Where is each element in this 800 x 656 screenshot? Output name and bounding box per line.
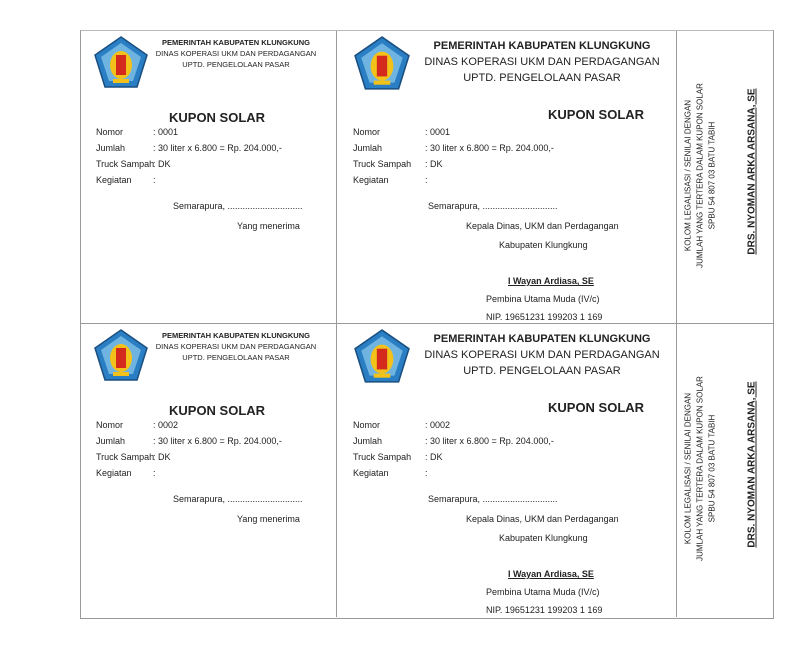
legalization-column (676, 31, 773, 324)
value-jumlah: : 30 liter x 6.800 = Rp. 204.000,- (425, 436, 554, 446)
place-date: Semarapura, .............................. (428, 201, 558, 211)
label-jumlah: Jumlah (96, 143, 126, 153)
receiver-label: Yang menerima (237, 221, 300, 231)
legalization-line-1: KOLOM LEGALISASI / SENILAI DENGAN (683, 392, 693, 545)
label-nomor: Nomor (353, 420, 381, 430)
header-line-3: UPTD. PENGELOLAAN PASAR (182, 353, 290, 362)
klungkung-logo-icon (353, 328, 411, 386)
label-nomor: Nomor (96, 127, 124, 137)
label-nomor: Nomor (353, 127, 381, 137)
coupon-stub (81, 31, 337, 324)
signer-position-1: Kepala Dinas, UKM dan Perdagangan (466, 514, 619, 524)
signer-position-1: Kepala Dinas, UKM dan Perdagangan (466, 221, 619, 231)
value-jumlah: : 30 liter x 6.800 = Rp. 204.000,- (425, 143, 554, 153)
label-jumlah: Jumlah (353, 436, 383, 446)
legalization-line-2: JUMLAH YANG TERTERA DALAM KUPON SOLAR (695, 83, 705, 268)
legalization-line-3: SPBU 54 807 03 BATU TABIH (707, 414, 717, 523)
legalization-line-2: JUMLAH YANG TERTERA DALAM KUPON SOLAR (695, 376, 705, 561)
label-truck: Truck Sampah (353, 452, 412, 462)
place-date: Semarapura, .............................. (173, 201, 303, 211)
signer-rank: Pembina Utama Muda (IV/c) (486, 587, 600, 597)
coupon-title: KUPON SOLAR (169, 403, 266, 418)
header-line-3: UPTD. PENGELOLAAN PASAR (182, 60, 290, 69)
coupon-main (336, 324, 677, 617)
label-truck: Truck Sampah (353, 159, 412, 169)
value-truck: : DK (153, 159, 171, 169)
value-nomor: : 0002 (153, 420, 179, 430)
label-nomor: Nomor (96, 420, 124, 430)
coupon-title: KUPON SOLAR (548, 107, 645, 122)
legalization-line-3: SPBU 54 807 03 BATU TABIH (707, 121, 717, 230)
coupon-title: KUPON SOLAR (169, 110, 266, 125)
label-kegiatan: Kegiatan (353, 175, 389, 185)
place-date: Semarapura, .............................. (428, 494, 558, 504)
receiver-label: Yang menerima (237, 514, 300, 524)
label-kegiatan: Kegiatan (96, 175, 132, 185)
value-nomor: : 0001 (153, 127, 179, 137)
signer-name: I Wayan Ardiasa, SE (508, 569, 594, 579)
coupon-sheet (80, 30, 774, 619)
value-truck: : DK (425, 159, 443, 169)
coupon-stub (81, 324, 337, 617)
header-line-3: UPTD. PENGELOLAAN PASAR (463, 365, 621, 377)
header-line-2: DINAS KOPERASI UKM DAN PERDAGANGAN (155, 342, 317, 351)
value-truck: : DK (153, 452, 171, 462)
signer-position-2: Kabupaten Klungkung (499, 240, 588, 250)
place-date: Semarapura, .............................. (173, 494, 303, 504)
value-jumlah: : 30 liter x 6.800 = Rp. 204.000,- (153, 436, 282, 446)
legalization-column (676, 324, 773, 617)
legalization-signer: DRS. NYOMAN ARKA ARSANA, SE (746, 381, 758, 548)
header-line-2: DINAS KOPERASI UKM DAN PERDAGANGAN (424, 349, 660, 361)
signer-nip: NIP. 19651231 199203 1 169 (486, 312, 603, 322)
value-kegiatan: : (425, 468, 428, 478)
coupon-main (336, 31, 677, 324)
label-kegiatan: Kegiatan (353, 468, 389, 478)
value-nomor: : 0002 (425, 420, 451, 430)
label-truck: Truck Sampah (96, 452, 155, 462)
header-line-1: PEMERINTAH KABUPATEN KLUNGKUNG (162, 38, 310, 47)
label-jumlah: Jumlah (353, 143, 383, 153)
value-nomor: : 0001 (425, 127, 451, 137)
header-line-1: PEMERINTAH KABUPATEN KLUNGKUNG (433, 333, 651, 345)
signer-rank: Pembina Utama Muda (IV/c) (486, 294, 600, 304)
label-kegiatan: Kegiatan (96, 468, 132, 478)
value-kegiatan: : (153, 175, 156, 185)
value-kegiatan: : (153, 468, 156, 478)
header-line-2: DINAS KOPERASI UKM DAN PERDAGANGAN (155, 49, 317, 58)
header-line-3: UPTD. PENGELOLAAN PASAR (463, 72, 621, 84)
value-kegiatan: : (425, 175, 428, 185)
label-jumlah: Jumlah (96, 436, 126, 446)
label-truck: Truck Sampah (96, 159, 155, 169)
klungkung-logo-icon (353, 35, 411, 93)
value-jumlah: : 30 liter x 6.800 = Rp. 204.000,- (153, 143, 282, 153)
header-line-2: DINAS KOPERASI UKM DAN PERDAGANGAN (424, 56, 660, 68)
coupon-row (81, 323, 773, 617)
signer-name: I Wayan Ardiasa, SE (508, 276, 594, 286)
header-line-1: PEMERINTAH KABUPATEN KLUNGKUNG (433, 40, 651, 52)
header-line-1: PEMERINTAH KABUPATEN KLUNGKUNG (162, 331, 310, 340)
legalization-signer: DRS. NYOMAN ARKA ARSANA, SE (746, 88, 758, 255)
value-truck: : DK (425, 452, 443, 462)
coupon-title: KUPON SOLAR (548, 400, 645, 415)
signer-nip: NIP. 19651231 199203 1 169 (486, 605, 603, 615)
signer-position-2: Kabupaten Klungkung (499, 533, 588, 543)
coupon-row (81, 31, 773, 324)
legalization-line-1: KOLOM LEGALISASI / SENILAI DENGAN (683, 99, 693, 252)
